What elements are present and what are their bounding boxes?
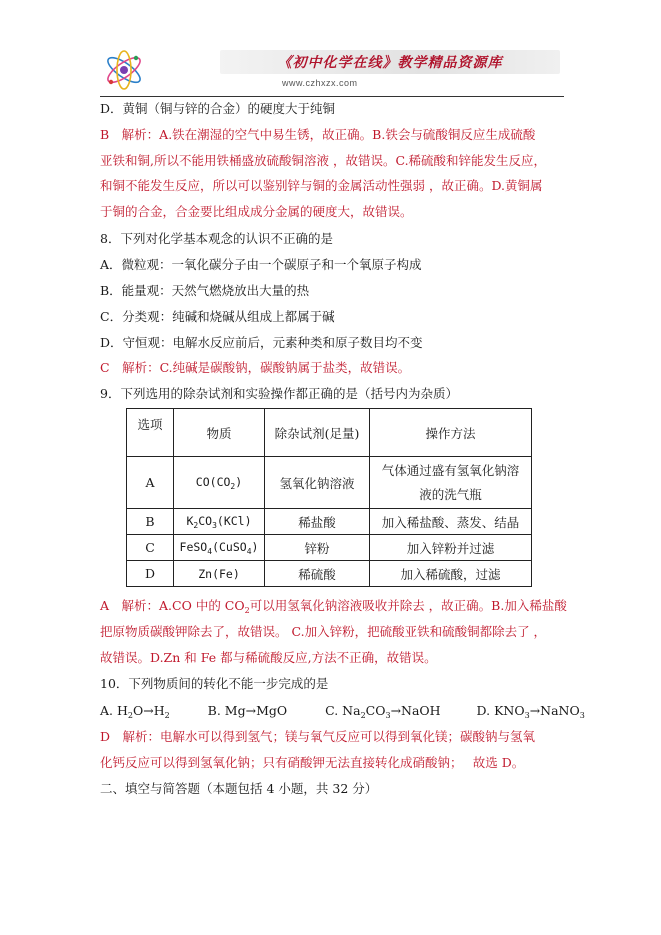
table-cell: FeSO$_4$(CuSO$_4$) — [174, 535, 265, 561]
table-cell: 氢氧化钠溶液 — [265, 457, 370, 509]
q7-analysis-line: 和铜不能发生反应，所以可以鉴别锌与铜的金属活动性强弱 ，故正确。D.黄铜属 — [100, 178, 543, 193]
table-header-cell: 选项 — [127, 409, 174, 457]
table-cell: B — [127, 509, 174, 535]
table-cell: 锌粉 — [265, 535, 370, 561]
table-row — [127, 561, 532, 587]
table-cell: $CO(CO_2)$ — [174, 457, 265, 509]
q7-analysis-line: B 解析：A.铁在潮湿的空气中易生锈，故正确。B.铁会与硫酸铜反应生成硫酸 — [100, 127, 536, 142]
q8-option-b: B．能量观：天然气燃烧放出大量的热 — [100, 283, 310, 298]
table-cell: Zn(Fe) — [174, 561, 265, 587]
atom-icon — [102, 44, 146, 94]
table-header-cell: 除杂试剂(足量) — [265, 409, 370, 457]
q8-option-a: A．微粒观：一氧化碳分子由一个碳原子和一个氧原子构成 — [100, 257, 422, 272]
q7-analysis-line: 亚铁和铜,所以不能用铁桶盛放硫酸铜溶液 ，故错误。C.稀硫酸和锌能发生反应， — [100, 153, 547, 168]
q8-stem: 8．下列对化学基本观念的认识不正确的是 — [100, 231, 333, 246]
table-header-cell: 操作方法 — [370, 409, 532, 457]
header-title: 《初中化学在线》教学精品资源库 — [277, 55, 503, 71]
table-header-row — [127, 409, 532, 457]
table-cell: $K_2CO_3(KCl)$ — [174, 509, 265, 535]
table-cell: A — [127, 457, 174, 509]
table-cell: 气体通过盛有氢氧化钠溶 液的洗气瓶 — [370, 457, 532, 509]
q8-option-c: C．分类观：纯碱和烧碱从组成上都属于碱 — [100, 309, 335, 324]
table-cell: 加入稀盐酸、蒸发、结晶 — [370, 509, 532, 535]
q9-analysis-line: 故错误。D.Zn 和 Fe 都与稀硫酸反应,方法不正确，故错误。 — [100, 650, 437, 665]
q10-analysis-line: D 解析：电解水可以得到氢气；镁与氧气反应可以得到氧化镁；碳酸钠与氢氧 — [100, 729, 536, 744]
q7-analysis-line: 于铜的合金，合金要比组成成分金属的硬度大，故错误。 — [100, 204, 413, 219]
q10-option-d: D. $KNO_3\to NaNO_3$ — [476, 703, 585, 720]
q9-analysis-line: A 解析：A.CO 中的 $CO_2$可以用氢氧化钠溶液吸收并除去 ，故正确。B.加入稀盐酸 — [100, 598, 567, 615]
table-cell: D — [127, 561, 174, 587]
header-url[interactable]: www.czhxzx.com — [282, 78, 358, 88]
table-cell: C — [127, 535, 174, 561]
q10-stem: 10．下列物质间的转化不能一步完成的是 — [100, 676, 329, 691]
q10-option-b: B. Mg→MgO — [207, 703, 288, 718]
q8-option-d: D．守恒观：电解水反应前后，元素种类和原子数目均不变 — [100, 335, 423, 350]
table-header-cell: 物质 — [174, 409, 265, 457]
table-row — [127, 509, 532, 535]
header-banner — [220, 50, 560, 74]
table-cell: 稀盐酸 — [265, 509, 370, 535]
q9-stem: 9．下列选用的除杂试剂和实验操作都正确的是（括号内为杂质） — [100, 386, 458, 401]
section-heading: 二、填空与简答题（本题包括 4 小题，共 32 分） — [100, 781, 378, 796]
header-divider — [100, 96, 564, 97]
table-row — [127, 535, 532, 561]
table-cell: 稀硫酸 — [265, 561, 370, 587]
q8-analysis: C 解析：C.纯碱是碳酸钠，碳酸钠属于盐类，故错误。 — [100, 360, 411, 375]
page-header — [100, 44, 564, 96]
q10-options — [100, 703, 585, 724]
table-row — [127, 457, 532, 509]
q10-analysis-line: 化钙反应可以得到氢氧化钠；只有硝酸钾无法直接转化成硝酸钠； 故选 D。 — [100, 755, 525, 770]
table-cell: 加入稀硫酸，过滤 — [370, 561, 532, 587]
table-cell: 加入锌粉并过滤 — [370, 535, 532, 561]
q7-option-d: D．黄铜（铜与锌的合金）的硬度大于纯铜 — [100, 101, 336, 116]
q9-table — [126, 408, 532, 587]
q10-option-c: C. $Na_2CO_3\to NaOH$ — [325, 703, 441, 720]
q10-option-a: A. $H_2O\to H_2$ — [100, 703, 170, 720]
q9-analysis-line: 把原物质碳酸钾除去了，故错误。 C.加入锌粉，把硫酸亚铁和硫酸铜都除去了 ， — [100, 624, 547, 639]
